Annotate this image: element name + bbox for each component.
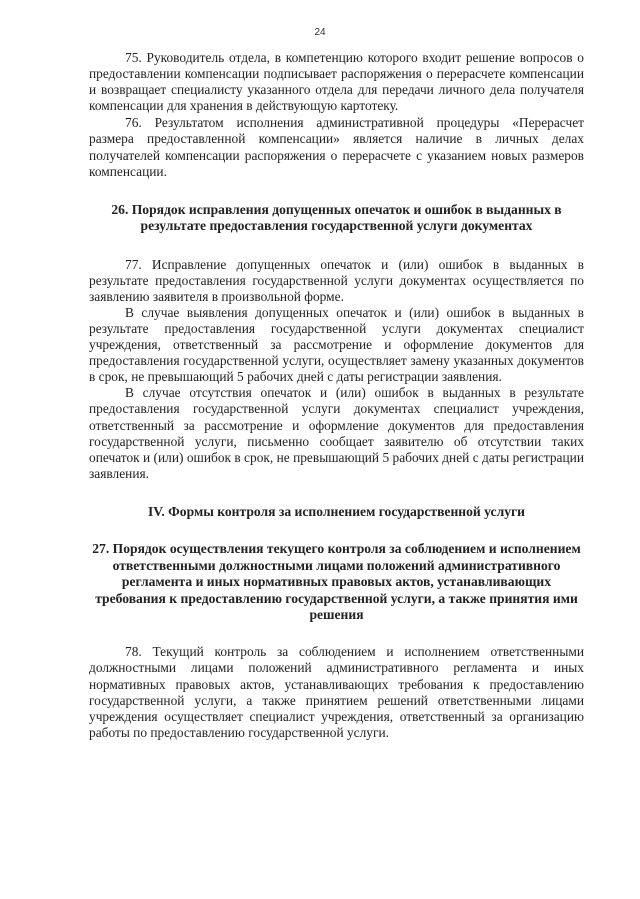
section-heading-26: 26. Порядок исправления допущенных опечаток и ошибок в выданных в результате предоставления государственной услуги документах [111, 201, 562, 234]
paragraph-75: 75. Руководитель отдела, в компетенцию которого входит решение вопросов о предоставлении компенсации подписывает распоряжения о перерасчете компенсации и возвращает специалисту указанного отдела для передачи личного дела получателя компенсации для хранения в действующую картотеку. [89, 50, 584, 114]
chapter-heading-iv: IV. Формы контроля за исполнением государственной услуги [147, 503, 526, 519]
paragraph-77: 77. Исправление допущенных опечаток и (или) ошибок в выданных в результате предоставления государственной услуги документах осуществляется по заявлению заявителя в произвольной форме. [89, 256, 584, 304]
section-heading-27: 27. Порядок осуществления текущего контроля за соблюдением и исполнением ответственными должностными лицами положений административного регламента и иных нормативных правовых актов, устанавливающих требования к предоставлению государственной услуги, а также принятия ими решения [92, 541, 581, 622]
page-number: 24 [314, 27, 326, 38]
paragraph-76: 76. Результатом исполнения административной процедуры «Перерасчет размера предоставленной компенсации» является наличие в личных делах получателей компенсации распоряжения о перерасчете с указанием новых размеров компенсации. [89, 115, 584, 179]
paragraph-78: 78. Текущий контроль за соблюдением и исполнением ответственными должностными лицами положений административного регламента и иных нормативных правовых актов, устанавливающих требования к предоставлению государственной услуги, а также принятием решений ответственными лицами учреждения осуществляет специалист учреждения, ответственный за организацию работы по предоставлению государственной услуги. [89, 644, 584, 740]
document-body [89, 50, 584, 741]
paragraph-77-absence: В случае отсутствия опечаток и (или) ошибок в выданных в результате предоставления государственной услуги документах специалист учреждения, ответственный за рассмотрение и оформление документов для предоставления государственной услуги, письменно сообщает заявителю об отсутствии таких опечаток и (или) ошибок в срок, не превышающий 5 рабочих дней с даты регистрации заявления. [89, 385, 584, 481]
paragraph-77-detection: В случае выявления допущенных опечаток и (или) ошибок в выданных в результате предоставления государственной услуги документах специалист учреждения, ответственный за рассмотрение и оформление документов для предоставления государственной услуги, осуществляет замену указанных документов в срок, не превышающий 5 рабочих дней с даты регистрации заявления. [89, 304, 584, 385]
